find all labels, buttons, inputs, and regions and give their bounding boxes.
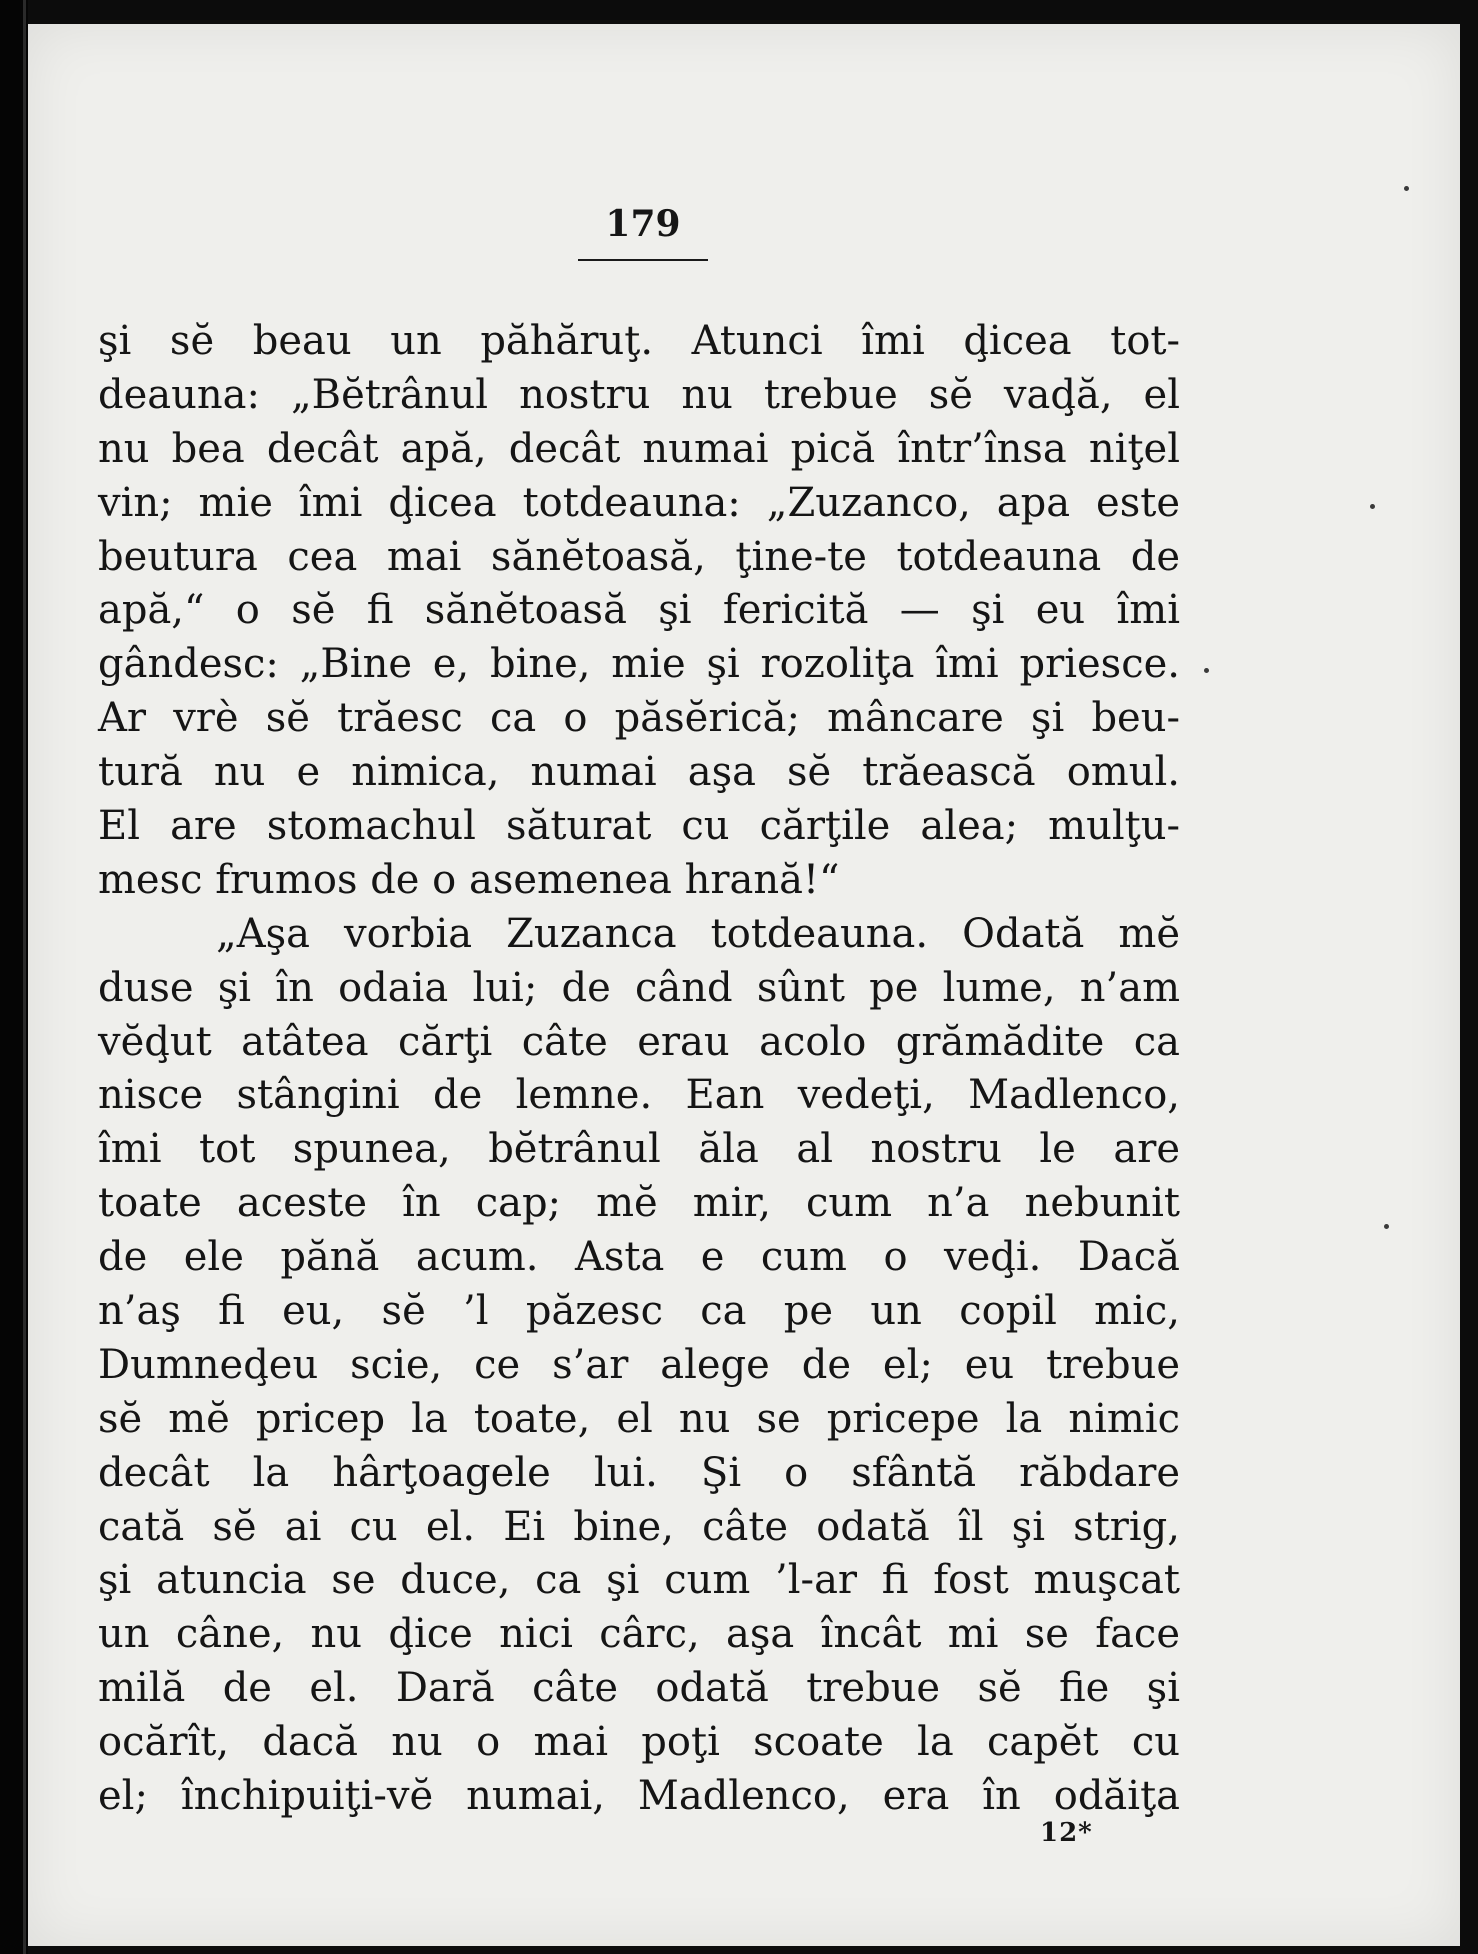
- dust-speck: [1370, 504, 1375, 509]
- page-number: 179: [605, 203, 681, 245]
- text-line: vin; mie îmi ḑicea totdeauna: „Zuzanco, apa este: [98, 479, 1180, 526]
- text-line: de ele pănă acum. Asta e cum o veḑi. Dacă: [98, 1234, 1180, 1281]
- text-line: toate aceste în cap; mĕ mir, cum n’a nebunit: [98, 1180, 1180, 1227]
- text-line: el; închipuiţi-vĕ numai, Madlenco, era în odăiţa: [98, 1773, 1180, 1820]
- text-line: nisce stângini de lemne. Ean vedeţi, Madlenco,: [98, 1072, 1180, 1119]
- text-line: deauna: „Bĕtrânul nostru nu trebue sĕ vaḑă, el: [98, 371, 1180, 418]
- text-line: „Aşa vorbia Zuzanca totdeauna. Odată mĕ: [216, 910, 1180, 957]
- text-line: ocărît, dacă nu o mai poţi scoate la capĕt cu: [98, 1719, 1180, 1766]
- text-line: tură nu e nimica, numai aşa sĕ trăească omul.: [98, 749, 1180, 796]
- text-line: un câne, nu ḑice nici cârc, aşa încât mi se face: [98, 1611, 1180, 1658]
- signature-mark: 12*: [1040, 1818, 1093, 1848]
- header-rule: [578, 259, 708, 261]
- text-line: Ar vrè sĕ trăesc ca o păsĕrică; mâncare şi beu-: [98, 695, 1180, 742]
- text-line: beutura cea mai sănĕtoasă, ţine-te totdeauna de: [98, 533, 1180, 580]
- text-line: decât la hârţoagele lui. Şi o sfântă răbdare: [98, 1449, 1180, 1496]
- text-line: gândesc: „Bine e, bine, mie şi rozoliţa îmi priesce.: [98, 641, 1180, 688]
- text-line: sĕ mĕ pricep la toate, el nu se pricepe la nimic: [98, 1395, 1180, 1442]
- text-line: duse şi în odaia lui; de când sûnt pe lume, n’am: [98, 964, 1180, 1011]
- text-line: apă,“ o sĕ fi sănĕtoasă şi fericită — şi eu îmi: [98, 587, 1180, 634]
- text-line: Dumneḑeu scie, ce s’ar alege de el; eu trebue: [98, 1341, 1180, 1388]
- text-line: îmi tot spunea, bĕtrânul ăla al nostru le are: [98, 1126, 1180, 1173]
- binding-edge: [0, 0, 28, 1954]
- text-line: n’aş fi eu, sĕ ’l păzesc ca pe un copil mic,: [98, 1288, 1180, 1335]
- text-line: şi atuncia se duce, ca şi cum ’l-ar fi fost muşcat: [98, 1557, 1180, 1604]
- dust-speck: [1204, 668, 1209, 673]
- dust-speck: [1404, 186, 1409, 191]
- text-line: milă de el. Dară câte odată trebue sĕ fie şi: [98, 1665, 1180, 1712]
- text-line: mesc frumos de o asemenea hrană!“: [98, 856, 840, 903]
- text-line: nu bea decât apă, decât numai pică într’însa niţel: [98, 425, 1180, 472]
- text-line: vĕḑut atâtea cărţi câte erau acolo grămădite ca: [98, 1018, 1180, 1065]
- text-line: El are stomachul săturat cu cărţile alea; mulţu-: [98, 803, 1180, 850]
- body-text: [98, 315, 1180, 1824]
- text-line: şi sĕ beau un păhăruţ. Atunci îmi ḑicea tot-: [98, 318, 1180, 364]
- text-line: cată sĕ ai cu el. Ei bine, câte odată îl şi strig,: [98, 1503, 1180, 1550]
- dust-speck: [1384, 1224, 1389, 1229]
